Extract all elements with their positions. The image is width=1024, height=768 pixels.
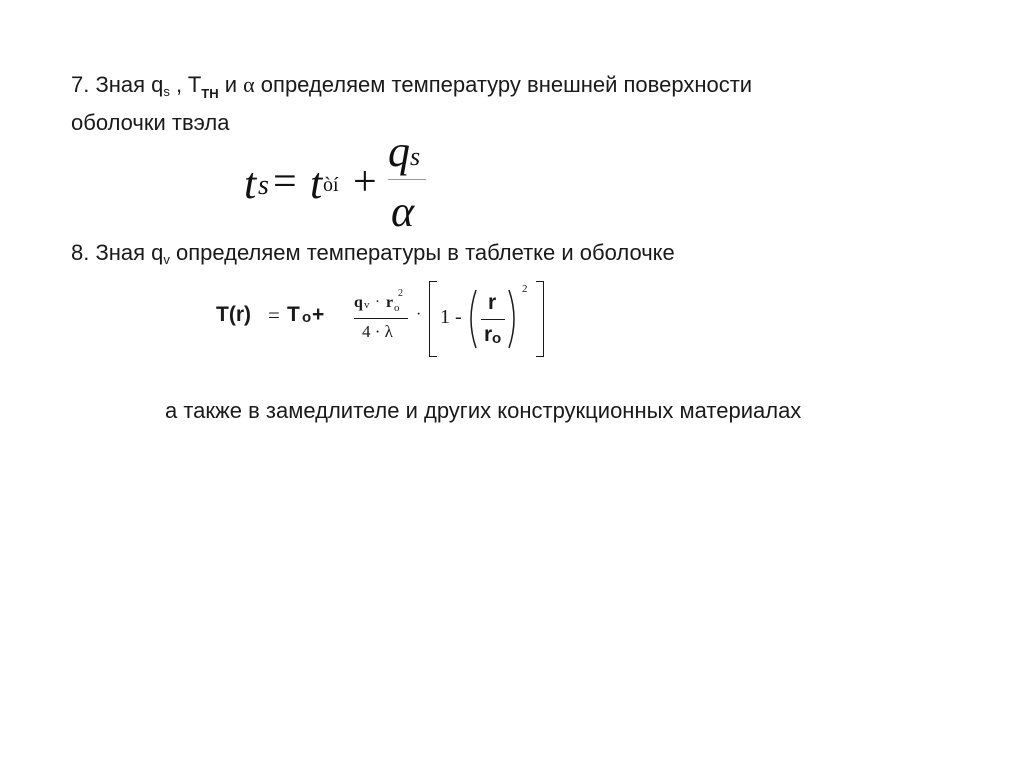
f2-lhs: T(r) [216, 303, 251, 326]
f2-dot: · [416, 306, 422, 323]
f2-num-r: r [386, 294, 394, 311]
f2-plus: + [312, 303, 325, 326]
f2-num-q: q [354, 294, 363, 311]
f2-denominator: 4 · λ [362, 322, 393, 341]
f1-equals: = [273, 159, 297, 205]
footer-text: а также в замедлителе и других конструкционных материалах [165, 398, 802, 423]
f2-t0: T [287, 303, 300, 326]
f1-t2-sub: òí [323, 174, 339, 196]
alpha-symbol: α [243, 72, 255, 97]
f2-fraction-line [354, 318, 408, 319]
f2-left-bracket [429, 281, 437, 357]
f2-r-denominator: r [484, 323, 493, 346]
f2-num-r-sup: 2 [398, 288, 403, 299]
f2-t0-sub: o [302, 309, 312, 326]
f2-r-denominator-sub: o [492, 330, 502, 347]
step7-line2: оболочки твэла [71, 110, 230, 135]
qv-subscript: v [163, 252, 170, 267]
tn-subscript: ТН [201, 86, 219, 101]
step7-prefix: 7. Зная q [71, 72, 164, 97]
f2-left-paren [464, 288, 478, 350]
step7-comma-t: , T [169, 72, 202, 97]
step7-rest: определяем температуру внешней поверхности [254, 72, 753, 97]
step8-rest: определяем температуры в таблетке и оболочке [169, 240, 675, 265]
f1-numerator-sub: s [410, 142, 421, 171]
f2-r-numerator: r [488, 291, 497, 314]
f1-numerator-q: q [388, 127, 410, 176]
step7-and: и [218, 72, 244, 97]
f2-num-r-sub: o [394, 302, 400, 314]
f2-equals: = [268, 303, 280, 327]
f1-denominator-alpha: α [391, 187, 415, 236]
step8-prefix: 8. Зная q [71, 240, 164, 265]
f1-t2: t [310, 159, 323, 208]
qs-subscript: s [163, 84, 170, 99]
f1-t-sub: s [258, 170, 269, 201]
f2-right-bracket [536, 281, 544, 357]
f2-one-minus: 1 - [440, 306, 462, 328]
f1-plus: + [353, 159, 377, 205]
f2-right-paren [507, 288, 521, 350]
f2-num-dot: · [375, 294, 380, 310]
f1-t: t [244, 159, 257, 208]
f2-r-fraction-line [481, 319, 505, 320]
f2-exponent: 2 [522, 283, 528, 295]
f2-num-q-sub: v [364, 299, 370, 311]
